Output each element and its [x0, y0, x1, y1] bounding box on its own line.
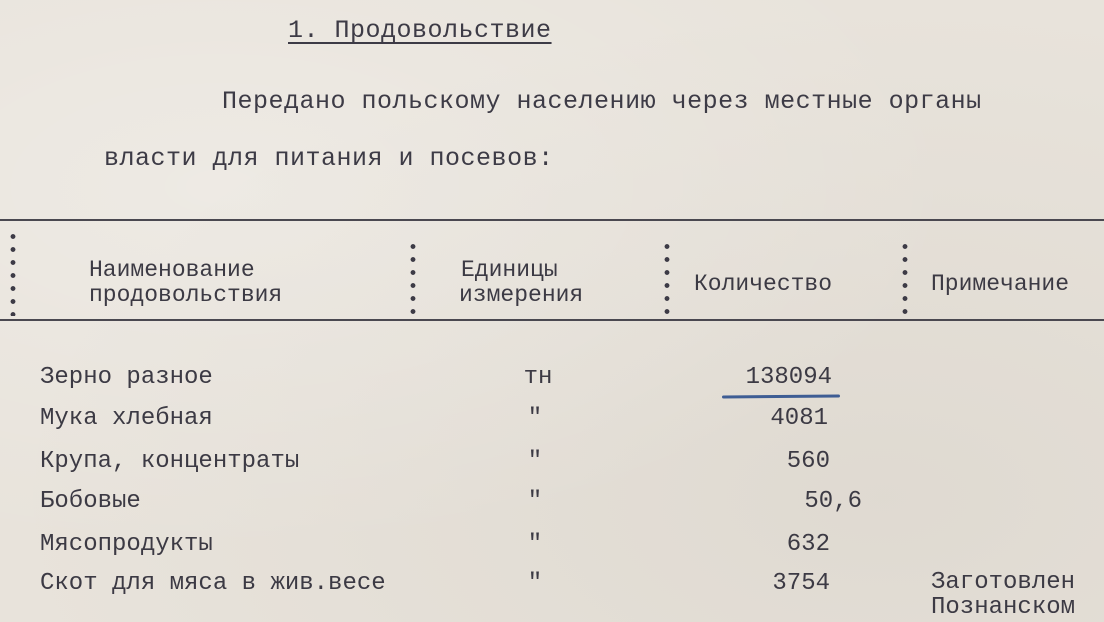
- row-4-quantity: 50,6: [804, 488, 862, 515]
- row-2-unit: ": [527, 405, 543, 432]
- row-5-quantity: 632: [786, 531, 830, 558]
- row-1-unit: тн: [523, 364, 553, 391]
- row-3-quantity: 560: [786, 448, 830, 475]
- column-separator-2: [664, 240, 670, 316]
- header-unit: [459, 258, 583, 308]
- header-note: Примечание: [931, 271, 1070, 297]
- header-name: [89, 258, 282, 308]
- row-4-name: Бобовые: [40, 488, 141, 515]
- intro-line-1: Передано польскому населению через местные органы: [222, 87, 982, 116]
- column-separator-3: [902, 240, 908, 316]
- header-unit-line-1: Единицы: [461, 257, 558, 283]
- row-1-name: Зерно разное: [40, 364, 213, 391]
- row-6-note: [931, 570, 1075, 620]
- row-5-name: Мясопродукты: [40, 531, 213, 558]
- row-3-name: Крупа, концентраты: [40, 448, 300, 475]
- table-header-bottom-rule: [0, 319, 1104, 321]
- table-top-rule: [0, 219, 1104, 221]
- header-name-line-1: Наименование: [89, 257, 255, 283]
- row-6-note-line-2: Познанском: [931, 594, 1076, 621]
- header-quantity: Количество: [694, 271, 833, 297]
- row-2-name: Мука хлебная: [40, 405, 213, 432]
- column-separator-1: [410, 240, 416, 316]
- row-6-name: Скот для мяса в жив.весе: [40, 570, 386, 597]
- handwritten-underline: [722, 394, 840, 398]
- row-1-quantity: 138094: [745, 364, 832, 391]
- header-unit-line-2: измерения: [459, 282, 584, 308]
- row-2-quantity: 4081: [770, 405, 828, 432]
- row-6-note-line-1: Заготовлен: [931, 569, 1076, 596]
- row-6-unit: ": [527, 570, 543, 597]
- row-3-unit: ": [527, 448, 543, 475]
- row-4-unit: ": [527, 488, 543, 515]
- column-separator-left: [10, 230, 16, 316]
- row-6-quantity: 3754: [772, 570, 830, 597]
- row-5-unit: ": [527, 531, 543, 558]
- intro-line-2: власти для питания и посевов:: [104, 144, 554, 173]
- section-heading: 1. Продовольствие: [288, 16, 552, 45]
- header-name-line-2: продовольствия: [89, 282, 283, 308]
